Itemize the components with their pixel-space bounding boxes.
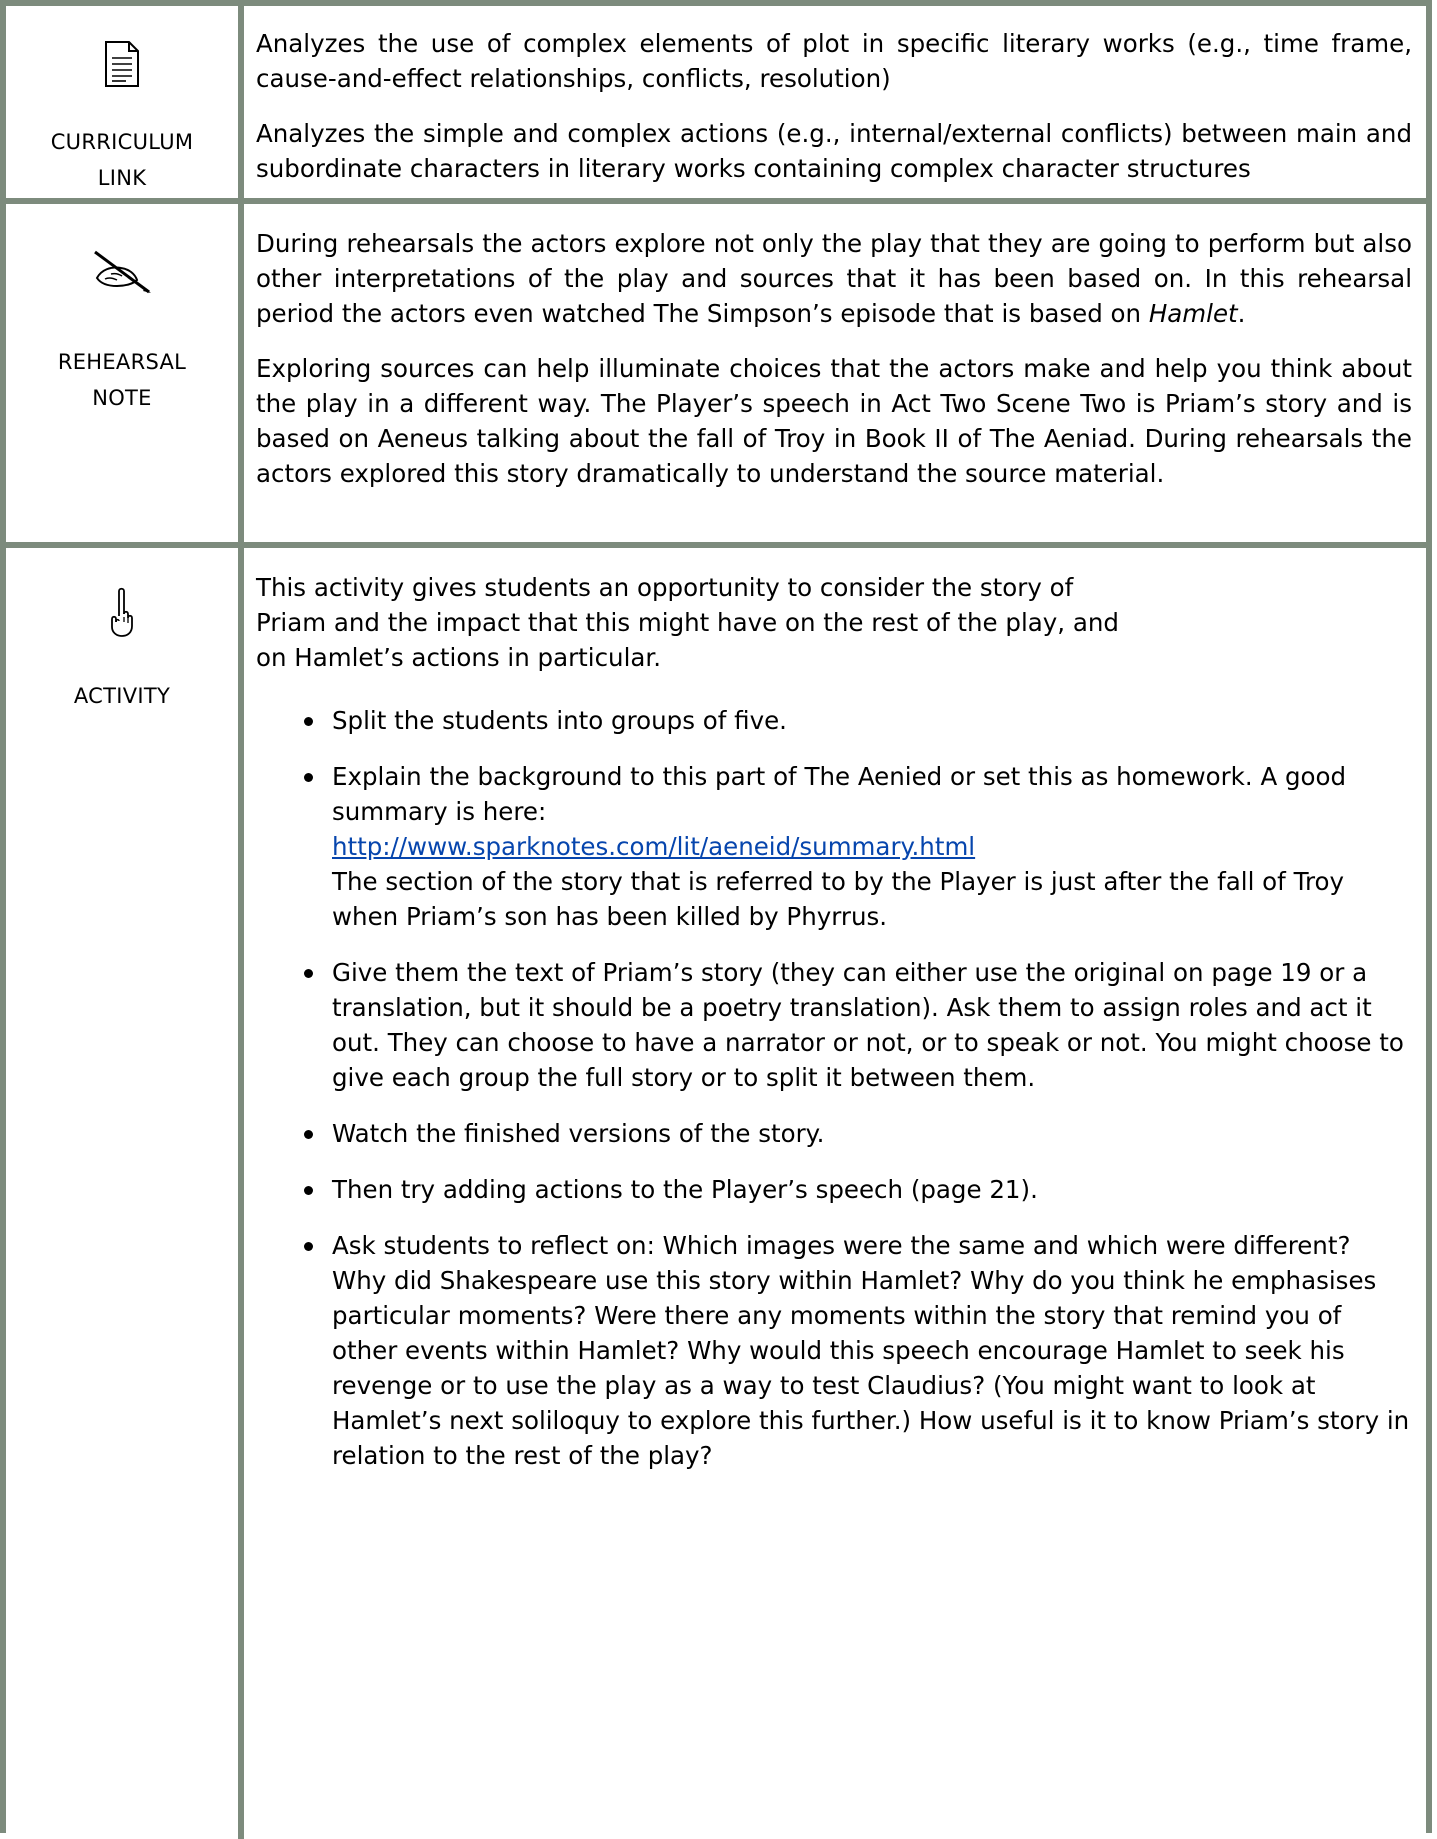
rehearsal-note-label-line2: NOTE <box>92 386 152 410</box>
hamlet-title: Hamlet <box>1148 299 1238 328</box>
sparknotes-link[interactable]: http://www.sparknotes.com/lit/aeneid/summary.html <box>332 832 976 861</box>
rehearsal-note-sidebar <box>6 248 238 416</box>
activity-step: Then try adding actions to the Player’s speech (page 21). <box>298 1172 1412 1207</box>
curriculum-standard-2: Analyzes the simple and complex actions (e.g., internal/external conflicts) between main and subordinate characters in literary works containing complex character structures <box>256 119 1412 183</box>
curriculum-standard-1: Analyzes the use of complex elements of plot in specific literary works (e.g., time frame, cause-and-effect relationships, conflicts, resolution) <box>256 29 1412 93</box>
table-right-border <box>1426 6 1432 1833</box>
curriculum-link-content <box>256 26 1412 206</box>
activity-step: Ask students to reflect on: Which images were the same and which were different? Why did Shakespeare use this story within Hamlet? Why do you think he emphasises particular moments? Were there any moments within the story that remind you of other events within Hamlet? Why would this speech encourage Hamlet to seek his revenge or to use the play as a way to test Claudius? (You might want to look at Hamlet’s next soliloquy to explore this further.) How useful is it to know Priam’s story in relation to the rest of the play? <box>298 1228 1412 1473</box>
activity-step: Split the students into groups of five. <box>298 703 1412 738</box>
rehearsal-note-label-line1: REHEARSAL <box>57 350 187 374</box>
activity-step-text: The section of the story that is referred to by the Player is just after the fall of Troy when Priam’s son has been killed by Phyrrus. <box>332 867 1344 931</box>
rehearsal-note-paragraph-1 <box>256 226 1412 331</box>
curriculum-link-label-line1: CURRICULUM <box>50 130 194 154</box>
activity-step-text: Explain the background to this part of The Aenied or set this as homework. A good summary is here: <box>332 762 1347 826</box>
activity-steps <box>256 703 1412 1473</box>
activity-step: Watch the finished versions of the story. <box>298 1116 1412 1151</box>
column-divider <box>238 548 244 1839</box>
pen-in-hand-icon <box>91 248 153 294</box>
curriculum-link-label-line2: LINK <box>97 166 147 190</box>
column-divider <box>238 204 244 542</box>
pointing-hand-icon <box>109 586 135 638</box>
rehearsal-period: . <box>1237 299 1246 328</box>
curriculum-link-sidebar <box>6 40 238 196</box>
activity-sidebar <box>6 586 238 714</box>
curriculum-link-row <box>6 6 1432 204</box>
document-icon <box>104 40 140 88</box>
activity-content <box>256 570 1412 1494</box>
rehearsal-note-content <box>256 226 1412 511</box>
activity-step <box>298 759 1412 934</box>
rehearsal-text: During rehearsals the actors explore not only the play that they are going to perform but also other interpretations of the play and sources that it has been based on. In this rehearsal period the actors even watched The Simpson’s episode that is based on <box>256 229 1412 328</box>
activity-intro: This activity gives students an opportunity to consider the story of Priam and the impact that this might have on the rest of the play, and on Hamlet’s actions in particular. <box>256 573 1119 672</box>
activity-row <box>6 548 1432 1839</box>
column-divider <box>238 6 244 198</box>
activity-label: ACTIVITY <box>73 684 171 708</box>
rehearsal-note-paragraph-2: Exploring sources can help illuminate choices that the actors make and help you think about the play in a different way. The Player’s speech in Act Two Scene Two is Priam’s story and is based on Aeneus talking about the fall of Troy in Book II of The Aeniad. During rehearsals the actors explored this story dramatically to understand the source material. <box>256 354 1412 488</box>
activity-step: Give them the text of Priam’s story (they can either use the original on page 19 or a translation, but it should be a poetry translation). Ask them to assign roles and act it out. They can choose to have a narrator or not, or to speak or not. You might choose to give each group the full story or to split it between them. <box>298 955 1412 1095</box>
rehearsal-note-row <box>6 204 1432 548</box>
